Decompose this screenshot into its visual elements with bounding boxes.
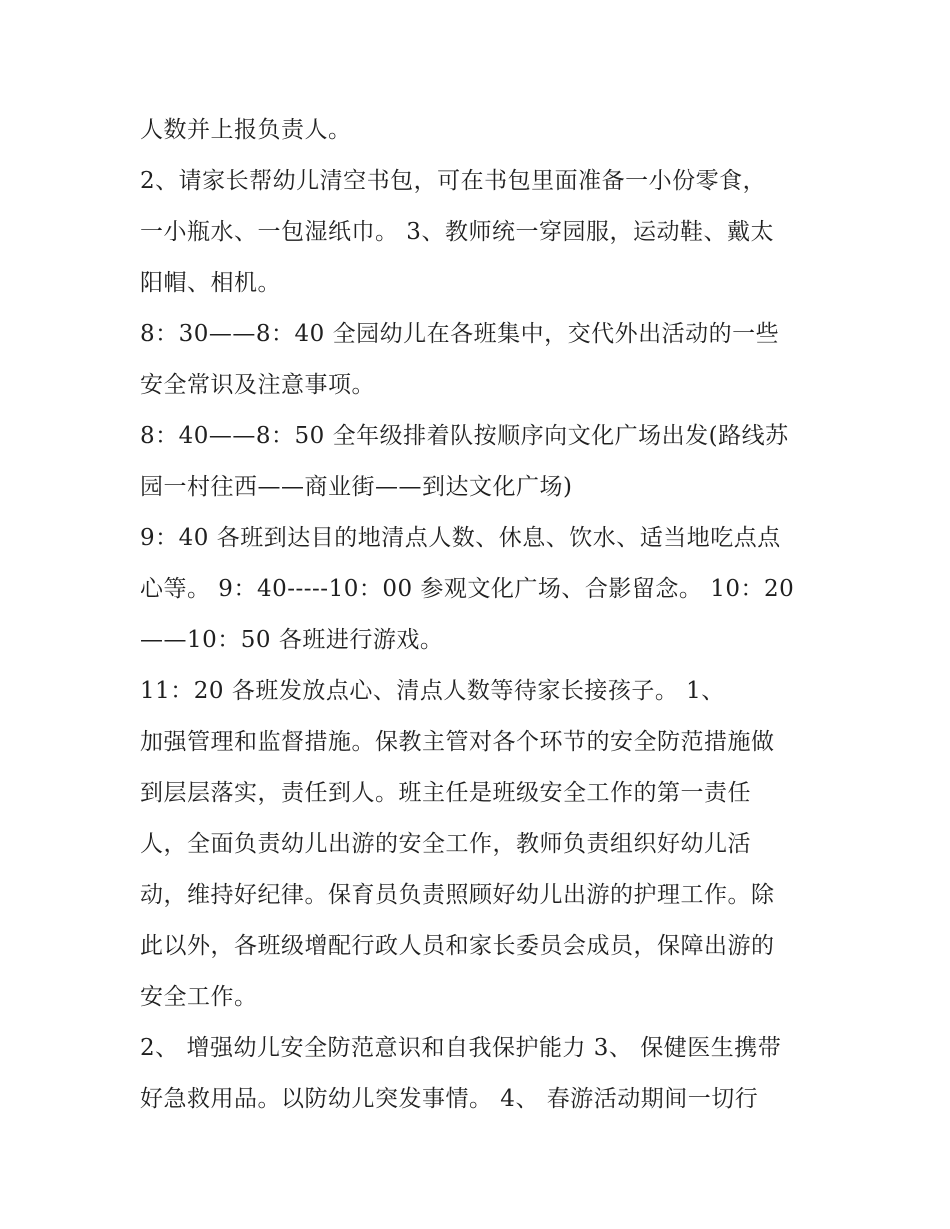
text-line: 加强管理和监督措施。保教主管对各个环节的安全防范措施做	[140, 729, 775, 755]
text-line: 8：30——8：40 全园幼儿在各班集中，交代外出活动的一些	[140, 321, 780, 347]
text-line: 此以外，各班级增配行政人员和家长委员会成员，保障出游的	[140, 933, 775, 959]
text-line: ——10：50 各班进行游戏。	[140, 627, 444, 653]
text-line: 安全工作。	[140, 984, 258, 1010]
text-line: 9：40 各班到达目的地清点人数、休息、饮水、适当地吃点点	[140, 525, 781, 551]
text-line: 心等。 9：40-----10：00 参观文化广场、合影留念。 10：20	[140, 576, 795, 602]
text-line: 安全常识及注意事项。	[140, 372, 375, 398]
text-line: 动，维持好纪律。保育员负责照顾好幼儿出游的护理工作。除	[140, 882, 775, 908]
text-line: 人，全面负责幼儿出游的安全工作，教师负责组织好幼儿活	[140, 831, 751, 857]
text-line: 2、 增强幼儿安全防范意识和自我保护能力 3、 保健医生携带	[140, 1035, 782, 1061]
text-line: 一小瓶水、一包湿纸巾。 3、教师统一穿园服，运动鞋、戴太	[140, 219, 774, 245]
text-line: 园一村往西——商业街——到达文化广场)	[140, 474, 573, 500]
text-line: 8：40——8：50 全年级排着队按顺序向文化广场出发(路线苏	[140, 423, 789, 449]
text-line: 人数并上报负责人。	[140, 117, 352, 143]
text-line: 11：20 各班发放点心、清点人数等待家长接孩子。 1、	[140, 678, 725, 704]
text-line: 2、请家长帮幼儿清空书包，可在书包里面准备一小份零食，	[140, 168, 767, 194]
text-line: 好急救用品。以防幼儿突发事情。 4、 春游活动期间一切行	[140, 1086, 759, 1112]
document-body	[140, 108, 820, 1128]
text-line: 阳帽、相机。	[140, 270, 281, 296]
text-line: 到层层落实，责任到人。班主任是班级安全工作的第一责任	[140, 780, 751, 806]
